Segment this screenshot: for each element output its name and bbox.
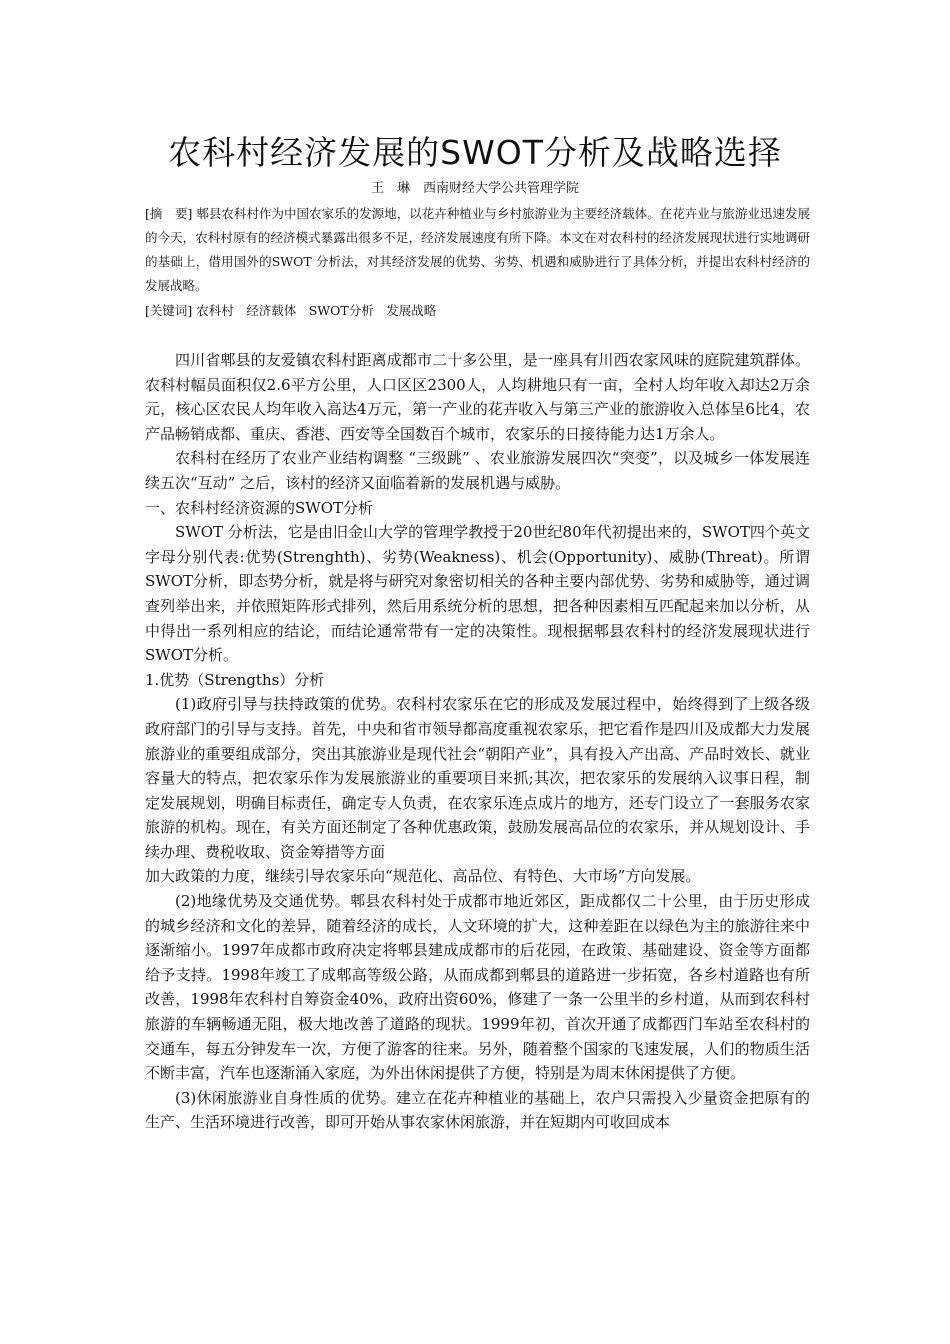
subsection-heading-strengths: 1.优势（Strengths）分析 xyxy=(145,670,325,689)
paragraph-policy-advantage: (1)政府引导与扶持政策的优势。农科村农家乐在它的形成及发展过程中，始终得到了上级各级政府部门的引导与支持。首先，中央和省市领导都高度重视农家乐，把它看作是四川及成都大力发展旅游业的重要组成部分，突出其旅游业是现代社会“朝阳产业”，具有投入产出高、产品时效长、就业容量大的特点，把农家乐作为发展旅游业的重要项目来抓;其次，把农家乐的发展纳入议事日程，制定发展规划，明确目标责任，确定专人负责，在农家乐连点成片的地方，还专门设立了一套服务农家旅游的机构。现在，有关方面还制定了各种优惠政策，鼓励发展高品位的农家乐，并从规划设计、手续办理、费税收取、资金筹措等方面 xyxy=(145,695,810,861)
paper-title: 农科村经济发展的SWOT分析及战略选择 xyxy=(168,133,782,172)
paragraph-location-advantage: (2)地缘优势及交通优势。郫县农科村处于成都市地近郊区，距成都仅二十公里，由于历史形成的城乡经济和文化的差异，随着经济的成长，人文环境的扩大，这种差距在以绿色为主的旅游往来中逐渐缩小。1997年成都市政府决定将郫县建成成都市的后花园，在政策、基础建设、资金等方面都给予支持。1998年竣工了成郫高等级公路，从而成都到郫县的道路进一步拓宽，各乡村道路也有所改善，1998年农科村自筹资金40%，政府出资60%，修建了一条一公里半的乡村道，从而到农科村旅游的车辆畅通无阻，极大地改善了道路的现状。1999年初，首次开通了成都西门车站至农科村的交通车，每五分钟发车一次，方便了游客的往来。另外，随着整个国家的飞速发展，人们的物质生活不断丰富，汽车也逐渐涌入家庭，为外出休闲提供了方便，特别是为周末休闲提供了方便。 xyxy=(145,892,810,1083)
paragraph-development: 农科村在经历了农业产业结构调整 “三级跳” 、农业旅游发展四次“突变”，以及城乡一体发展连续五次“互动” 之后，该村的经济又面临着新的发展机遇与威胁。 xyxy=(145,449,810,492)
body-text xyxy=(145,348,810,1135)
paragraph-intro: 四川省郫县的友爱镇农科村距离成都市二十多公里，是一座具有川西农家风味的庭院建筑群体。农科村幅员面积仅2.6平方公里，人口区区2300人，人均耕地只有一亩，全村人均年收入却达2万余元，核心区农民人均年收入高达4万元，第一产业的花卉收入与第三产业的旅游收入总体呈6比4，农产品畅销成都、重庆、香港、西安等全国数百个城市，农家乐的日接待能力达1万余人。 xyxy=(145,351,810,443)
keywords: [关键词] 农科村 经济载体 SWOT分析 发展战略 xyxy=(145,303,437,318)
section-heading-swot: 一、农科村经济资源的SWOT分析 xyxy=(145,498,373,517)
paragraph-leisure-advantage: (3)休闲旅游业自身性质的优势。建立在花卉种植业的基础上，农户只需投入少量资金把原有的生产、生活环境进行改善，即可开始从事农家休闲旅游，并在短期内可收回成本 xyxy=(145,1088,810,1132)
author-line: 王 琳 西南财经大学公共管理学院 xyxy=(370,181,579,196)
paragraph-swot-method: SWOT 分析法，它是由旧金山大学的管理学教授于20世纪80年代初提出来的，SWOT四个英文字母分别代表:优势(Strenghth)、劣势(Weakness)、机会(Opportunity)、威胁(Threat)。所谓SWOT分析，即态势分析，就是将与研究对象密切相关的各种主要内部优势、劣势和威胁等，通过调查列举出来，并依照矩阵形式排列，然后用系统分析的思想，把各种因素相互匹配起来加以分析，从中得出一系列相应的结论，而结论通常带有一定的决策性。现根据郫县农科村的经济发展现状进行SWOT分析。 xyxy=(145,523,810,665)
paragraph-policy-continued: 加大政策的力度，继续引导农家乐向“规范化、高品位、有特色、大市场”方向发展。 xyxy=(145,867,701,886)
abstract: [摘 要] 郫县农科村作为中国农家乐的发源地，以花卉种植业与乡村旅游业为主要经济载体。在花卉业与旅游业迅速发展的今天，农科村原有的经济模式暴露出很多不足，经济发展速度有所下降。本文在对农科村的经济发展现状进行实地调研的基础上，借用国外的SWOT 分析法，对其经济发展的优势、劣势、机遇和威胁进行了具体分析，并提出农科村经济的发展战略。 xyxy=(145,206,810,293)
